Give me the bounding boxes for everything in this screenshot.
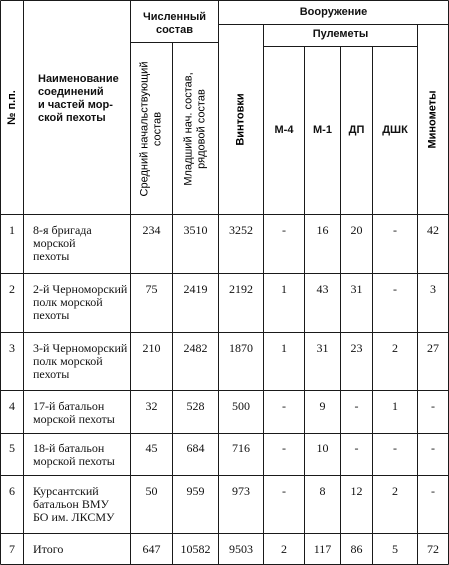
cell-junior: 3510 <box>183 223 208 237</box>
cell-num: 5 <box>9 441 15 455</box>
cell-rifles: 973 <box>232 484 250 498</box>
header-armament: Вооружение <box>299 6 368 18</box>
header-m1: М-1 <box>313 124 332 136</box>
cell-name: 17-й батальон морской пехоты <box>33 399 115 426</box>
cell-m4: 1 <box>281 341 287 355</box>
cell-m1: 16 <box>316 223 329 237</box>
cell-name: 18-й батальон морской пехоты <box>33 441 115 468</box>
cell-name: Итого <box>33 542 64 556</box>
cell-dp: - <box>354 399 359 413</box>
cell-mortars: 72 <box>427 542 439 556</box>
cell-mortars: 27 <box>427 341 439 355</box>
cell-junior: 2419 <box>183 282 208 296</box>
cell-officers: 75 <box>145 282 158 296</box>
cell-rifles: 500 <box>232 399 250 413</box>
cell-officers: 50 <box>145 484 158 498</box>
cell-m1: 10 <box>316 441 329 455</box>
cell-m4: - <box>282 223 286 237</box>
header-m4: М-4 <box>274 124 294 136</box>
cell-num: 7 <box>9 542 15 556</box>
cell-rifles: 9503 <box>229 542 253 556</box>
cell-officers: 45 <box>145 441 158 455</box>
cell-num: 2 <box>9 282 15 296</box>
cell-dp: 86 <box>350 542 363 556</box>
header-junior: Младший нач. состав, рядовой состав <box>182 71 208 186</box>
header-officers: Средний начальствующий состав <box>138 61 164 196</box>
cell-m4: - <box>282 399 286 413</box>
cell-mortars: - <box>431 441 435 455</box>
cell-dshk: 2 <box>392 484 398 498</box>
cell-officers: 210 <box>142 341 161 355</box>
cell-num: 3 <box>9 341 15 355</box>
cell-dshk: - <box>393 223 397 237</box>
cell-dp: 31 <box>350 282 363 296</box>
cell-mortars: - <box>431 399 435 413</box>
cell-m1: 31 <box>316 341 329 355</box>
cell-dp: 20 <box>350 223 363 237</box>
cell-officers: 234 <box>142 223 161 237</box>
cell-officers: 32 <box>145 399 158 413</box>
cell-junior: 959 <box>186 484 205 498</box>
cell-m1: 8 <box>319 484 326 498</box>
cell-m4: - <box>282 441 286 455</box>
header-name: Наименование соединений и частей мор- ской пехоты <box>38 73 119 124</box>
cell-name: 2-й Черноморский полк морской пехоты <box>33 282 128 322</box>
cell-name: 3-й Черноморский полк морской пехоты <box>33 341 128 381</box>
cell-dp: - <box>354 441 359 455</box>
cell-rifles: 1870 <box>229 341 253 355</box>
cell-m4: - <box>282 484 286 498</box>
cell-num: 6 <box>9 484 15 498</box>
header-num: № п.п. <box>5 90 18 125</box>
cell-dshk: 1 <box>392 399 398 413</box>
cell-junior: 528 <box>186 399 205 413</box>
cell-dshk: - <box>393 441 397 455</box>
cell-num: 4 <box>9 399 15 413</box>
cell-m1: 43 <box>316 282 329 296</box>
cell-rifles: 716 <box>232 441 250 455</box>
cell-mortars: 42 <box>427 223 439 237</box>
cell-m1: 117 <box>313 542 332 556</box>
cell-m4: 2 <box>281 542 287 556</box>
cell-dshk: 5 <box>392 542 398 556</box>
cell-officers: 647 <box>142 542 161 556</box>
cell-junior: 684 <box>186 441 205 455</box>
cell-rifles: 3252 <box>229 223 253 237</box>
cell-mortars: - <box>431 484 435 498</box>
cell-name: Курсантский батальон ВМУ БО им. ЛКСМУ <box>33 484 115 524</box>
cell-num: 1 <box>9 223 15 237</box>
cell-mortars: 3 <box>430 282 436 296</box>
cell-dp: 12 <box>350 484 363 498</box>
cell-junior: 2482 <box>183 341 208 355</box>
cell-dp: 23 <box>350 341 363 355</box>
cell-m1: 9 <box>319 399 326 413</box>
header-strength: Численный состав <box>142 11 206 36</box>
cell-junior: 10582 <box>180 542 211 556</box>
header-mortars: Минометы <box>426 90 439 149</box>
cell-dshk: - <box>393 282 397 296</box>
cell-dshk: 2 <box>392 341 398 355</box>
cell-name: 8-я бригада морской пехоты <box>33 223 92 263</box>
header-dshk: ДШК <box>382 124 408 136</box>
cell-rifles: 2192 <box>229 282 253 296</box>
header-dp: ДП <box>348 124 365 136</box>
cell-m4: 1 <box>281 282 287 296</box>
header-machineguns: Пулеметы <box>312 28 369 40</box>
header-rifles: Винтовки <box>234 93 247 146</box>
